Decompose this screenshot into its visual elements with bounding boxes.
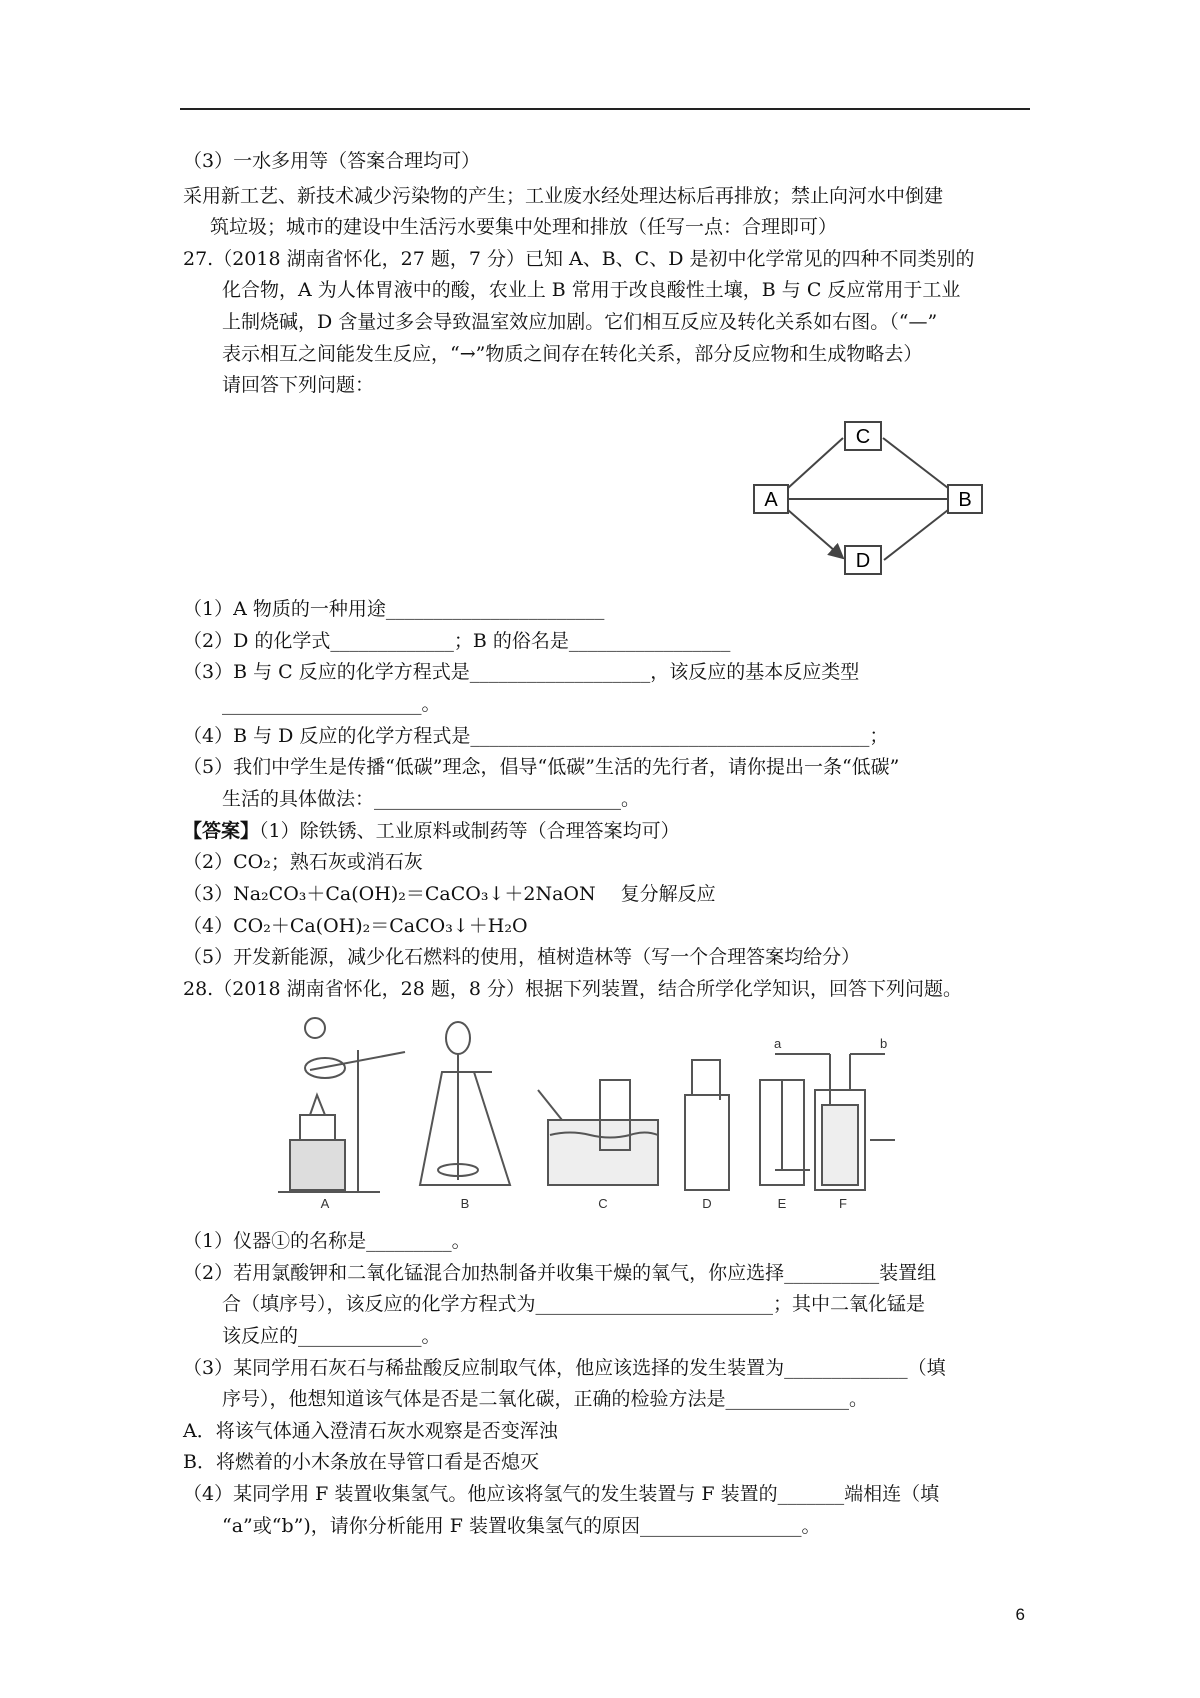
edge-b-d (884, 510, 948, 560)
text-line: “a”或“b”)，请你分析能用 F 装置收集氢气的原因_________________。 (222, 1515, 821, 1537)
port-b-label: b (880, 1036, 888, 1051)
text-line: _____________________。 (222, 693, 441, 715)
text-line: 筑垃圾；城市的建设中生活污水要集中处理和排放（任写一点：合理即可） (210, 216, 838, 238)
answer-line-5: （5）开发新能源，减少化石燃料的使用，植树造林等（写一个合理答案均给分） (183, 946, 861, 968)
apparatus-b-label: B (460, 1196, 470, 1210)
q28-sub4: （4）某同学用 F 装置收集氢气。他应该将氢气的发生装置与 F 装置的_______端相连（填 (183, 1483, 940, 1505)
q27-sub1: （1）A 物质的一种用途_______________________ (183, 598, 605, 620)
q28-sub3: （3）某同学用石灰石与稀盐酸反应制取气体，他应该选择的发生装置为_____________（填 (183, 1357, 946, 1379)
node-c (845, 422, 881, 450)
edge-a-c (788, 438, 843, 488)
answer-line-2: （2）CO₂；熟石灰或消石灰 (183, 851, 423, 873)
text-line: 生活的具体做法：__________________________。 (222, 788, 641, 810)
apparatus-c-label: C (598, 1196, 608, 1210)
node-a (754, 485, 788, 513)
text-line: 表示相互之间能发生反应，“→”物质之间存在转化关系，部分反应物和生成物略去） (222, 343, 923, 365)
node-b-label: B (958, 489, 972, 511)
answer-line-3: （3）Na₂CO₃＋Ca(OH)₂＝CaCO₃↓＋2NaON 复分解反应 (183, 883, 716, 905)
question-27-line: 27.（2018 湖南省怀化，27 题，7 分）已知 A、B、C、D 是初中化学常见的四种不同类别的 (183, 248, 975, 270)
reaction-relation-diagram (750, 408, 1025, 583)
text-line: （3）一水多用等（答案合理均可） (183, 150, 481, 172)
question-28-line: 28.（2018 湖南省怀化，28 题，8 分）根据下列装置，结合所学化学知识，回答下列问题。 (183, 978, 962, 1000)
apparatus-d (685, 1060, 729, 1190)
text-line: 请回答下列问题： (222, 374, 375, 396)
apparatus-d-label: D (702, 1196, 712, 1210)
text-line: 合（填序号），该反应的化学方程式为_________________________；其中二氧化锰是 (222, 1293, 926, 1315)
answer-line-1: 【答案】（1）除铁锈、工业原料或制药等（合理答案均可） (183, 820, 680, 842)
lab-apparatus-figure (270, 1010, 940, 1210)
text-line: 采用新工艺、新技术减少污染物的产生；工业废水经处理达标后再排放；禁止向河水中倒建 (183, 185, 944, 207)
q28-sub1: （1）仪器①的名称是_________。 (183, 1230, 471, 1252)
q28-sub2: （2）若用氯酸钾和二氧化锰混合加热制备并收集干燥的氧气，你应选择__________装置组 (183, 1262, 937, 1284)
text-line: 序号），他想知道该气体是否是二氧化碳，正确的检验方法是_____________。 (222, 1388, 869, 1410)
port-a-label: a (774, 1036, 782, 1051)
apparatus-a-label: A (320, 1196, 330, 1210)
option-a: A．将该气体通入澄清石灰水观察是否变浑浊 (183, 1420, 558, 1442)
apparatus-b (420, 1022, 510, 1185)
node-b (948, 485, 982, 513)
node-a-label: A (764, 489, 778, 511)
page-number: 6 (1015, 1605, 1025, 1624)
q27-sub3: （3）B 与 C 反应的化学方程式是___________________，该反应的基本反应类型 (183, 661, 860, 683)
option-b: B．将燃着的小木条放在导管口看是否熄灭 (183, 1451, 539, 1473)
apparatus-f-label: F (839, 1196, 847, 1210)
answer-line-4: （4）CO₂＋Ca(OH)₂＝CaCO₃↓＋H₂O (183, 915, 528, 937)
edge-c-b (883, 438, 948, 488)
text-line: 化合物，A 为人体胃液中的酸，农业上 B 常用于改良酸性土壤，B 与 C 反应常用于工业 (222, 279, 961, 301)
q27-sub4: （4）B 与 D 反应的化学方程式是__________________________________________； (183, 725, 889, 747)
text-line: 该反应的_____________。 (222, 1325, 441, 1347)
text-line: 上制烧碱，D 含量过多会导致温室效应加剧。它们相互反应及转化关系如右图。（“—” (222, 311, 938, 333)
q27-sub5: （5）我们中学生是传播“低碳”理念，倡导“低碳”生活的先行者，请你提出一条“低碳” (183, 756, 900, 778)
apparatus-a (278, 1018, 405, 1192)
node-d-label: D (855, 550, 871, 572)
node-d (845, 546, 881, 574)
answer-tag: 【答案】 (183, 820, 260, 842)
apparatus-e (760, 1080, 810, 1185)
arrow-a-d (788, 510, 843, 558)
apparatus-e-label: E (777, 1196, 787, 1210)
node-c-label: C (855, 426, 871, 448)
apparatus-c (538, 1080, 658, 1185)
header-rule (180, 108, 1030, 110)
q27-sub2: （2）D 的化学式_____________；B 的俗名是_________________ (183, 630, 731, 652)
